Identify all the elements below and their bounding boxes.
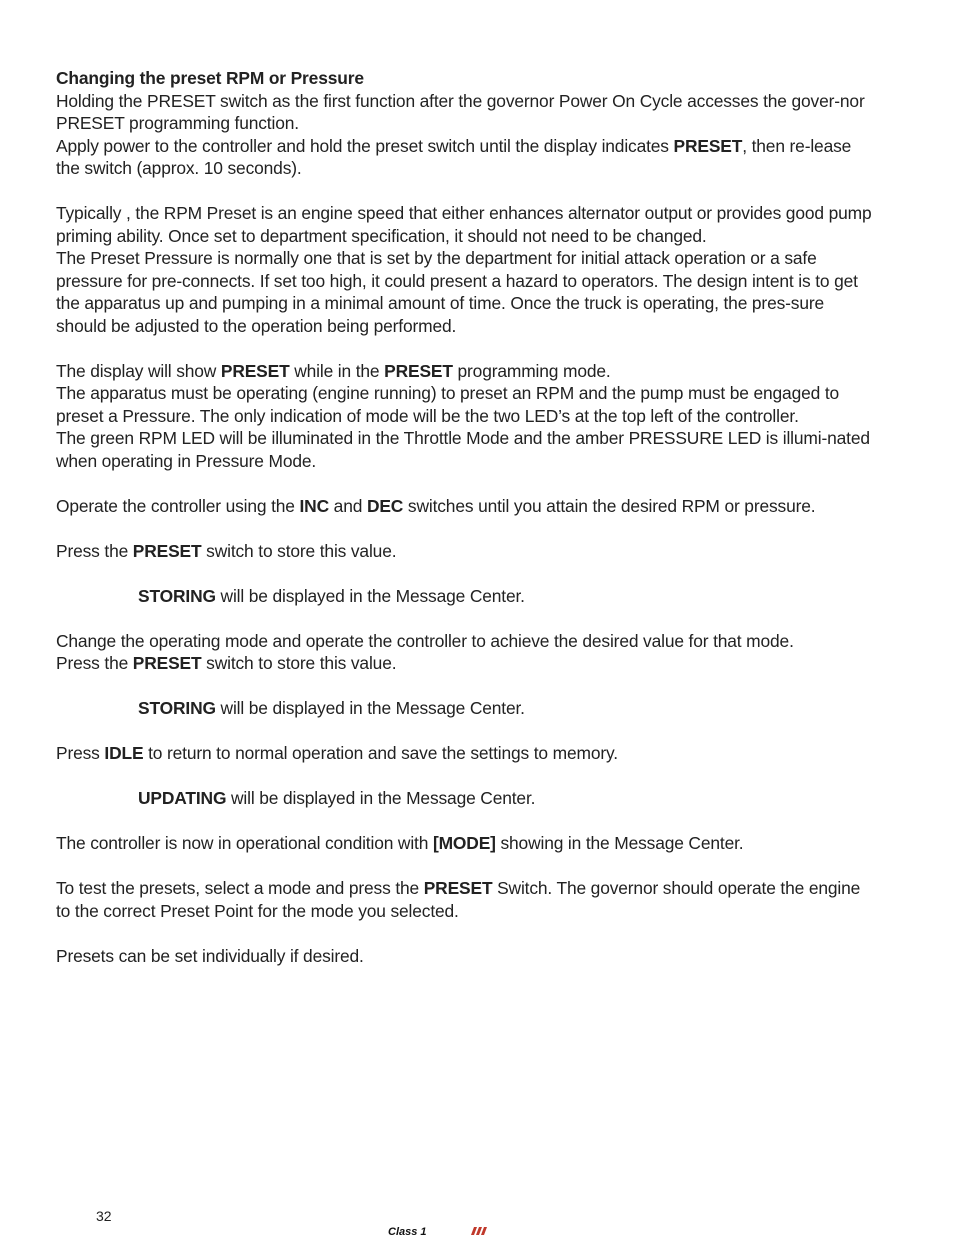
section-heading: Changing the preset RPM or Pressure (56, 68, 364, 88)
storing-message-2: STORING will be displayed in the Message Center. (138, 698, 525, 718)
rpm-preset-paragraph: Typically , the RPM Preset is an engine speed that either enhances alternator output or provides good pump priming ability. Once set to department specification, it should not need to be changed. (56, 203, 872, 246)
updating-message: UPDATING will be displayed in the Message Center. (138, 788, 536, 808)
test-presets-paragraph: To test the presets, select a mode and press the PRESET Switch. The governor should operate the engine to the correct Preset Point for the mode you selected. (56, 878, 861, 921)
document-body (56, 67, 872, 967)
preset-pressure-paragraph: The Preset Pressure is normally one that is set by the department for initial attack operation or a safe pressure for pre-connects. If set too high, it could present a hazard to operators. The design intent is to get the apparatus up and pumping in a minimal amount of time. Once the truck is operating, the pres-sure should be adjusted to the operation being performed. (56, 248, 858, 336)
idle-paragraph: Press IDLE to return to normal operation and save the settings to memory. (56, 743, 618, 763)
operate-paragraph: Operate the controller using the INC and DEC switches until you attain the desired RPM or pressure. (56, 495, 816, 516)
svg-text:Class 1: Class 1 (388, 1226, 427, 1236)
storing-message-1: STORING will be displayed in the Message Center. (138, 585, 525, 606)
press-preset-paragraph: Press the PRESET switch to store this value. (56, 540, 397, 561)
operational-paragraph: The controller is now in operational condition with [MODE] showing in the Message Center. (56, 833, 744, 853)
led-paragraph: The green RPM LED will be illuminated in the Throttle Mode and the amber PRESSURE LED is illumi-nated when operating in Pressure Mode. (56, 428, 870, 471)
press-preset-paragraph-2: Press the PRESET switch to store this value. (56, 653, 397, 673)
page-number: 32 (96, 1208, 112, 1224)
display-paragraph: The display will show PRESET while in the PRESET programming mode. (56, 360, 611, 381)
apply-power-paragraph: Apply power to the controller and hold the preset switch until the display indicates PRESET, then re-lease the switch (approx. 10 seconds). (56, 135, 852, 178)
individually-paragraph: Presets can be set individually if desired. (56, 945, 364, 966)
apparatus-paragraph: The apparatus must be operating (engine running) to preset an RPM and the pump must be engaged to preset a Pressure. The only indication of mode will be the two LED’s at the top left of the controller. (56, 383, 840, 426)
intro-paragraph: Holding the PRESET switch as the first function after the governor Power On Cycle accesses the gover-nor PRESET programming function. (56, 90, 865, 133)
change-mode-paragraph: Change the operating mode and operate the controller to achieve the desired value for that mode. (56, 630, 794, 651)
